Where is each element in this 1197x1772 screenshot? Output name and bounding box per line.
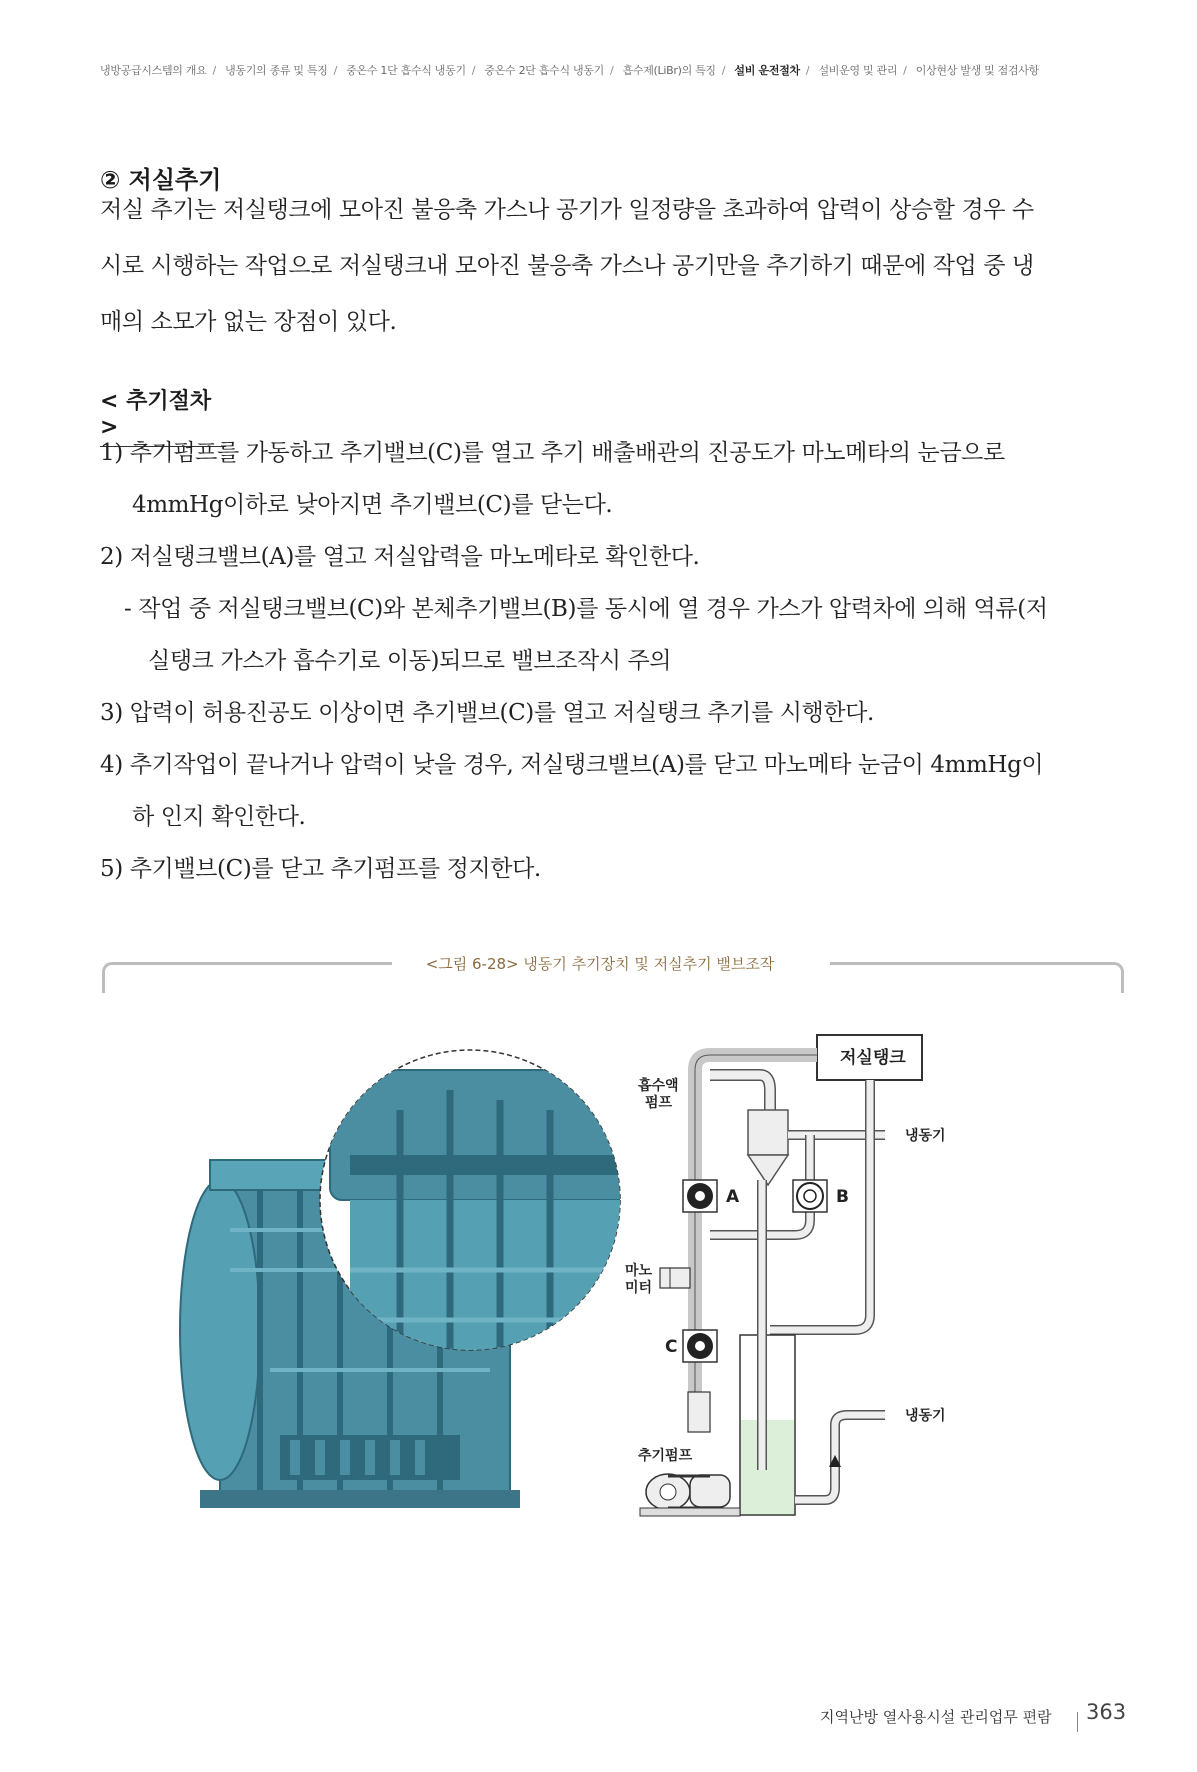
figure-caption: <그림 6-28> 냉동기 추기장치 및 저실추기 밸브조작	[425, 955, 775, 973]
purge-schematic	[625, 1035, 946, 1516]
step-line: 5) 추기밸브(C)를 닫고 추기펌프를 정지한다.	[100, 856, 541, 882]
intro-line: 매의 소모가 없는 장점이 있다.	[100, 309, 397, 335]
breadcrumb-item[interactable]: 이상현상 발생 및 점검사항	[915, 64, 1039, 77]
breadcrumb-item[interactable]: 흡수제(LiBr)의 특징	[622, 64, 716, 77]
purge-pump	[640, 1474, 740, 1516]
purge-system-figure	[150, 1030, 1100, 1630]
procedure-title: < 추기절차>	[100, 384, 226, 447]
manometer-label: 마노	[625, 1263, 653, 1279]
page-number: 363	[1086, 1700, 1127, 1724]
absorbent-pump-label: 흡수액	[638, 1078, 679, 1094]
step-note: - 작업 중 저실탱크밸브(C)와 본체추기밸브(B)를 동시에 열 경우 가스가 압력차에 의해 역류(저	[124, 596, 1048, 622]
chiller-label-bottom: 냉동기	[905, 1408, 946, 1424]
breadcrumb-item[interactable]: 중온수 2단 흡수식 냉동기	[484, 64, 604, 77]
valve-a-label: A	[726, 1187, 740, 1207]
footer-divider	[1077, 1712, 1078, 1732]
valve-b-label: B	[836, 1187, 849, 1207]
manometer	[660, 1268, 690, 1288]
breadcrumb-item[interactable]: 중온수 1단 흡수식 냉동기	[346, 64, 466, 77]
absorbent-pump-label: 펌프	[645, 1095, 673, 1111]
purge-pump-label: 추기펌프	[638, 1448, 693, 1464]
breadcrumb-item-active[interactable]: 설비 운전절차	[734, 64, 800, 77]
valve-b[interactable]	[793, 1180, 827, 1212]
procedure-steps	[100, 427, 1120, 895]
valve-c-label: C	[665, 1337, 678, 1357]
step-note: 실탱크 가스가 흡수기로 이동)되므로 밸브조작시 주의	[148, 648, 672, 674]
valve-c[interactable]	[683, 1330, 717, 1362]
footer-title: 지역난방 열사용시설 관리업무 편람	[820, 1708, 1052, 1726]
intro-line: 시로 시행하는 작업으로 저실탱크내 모아진 불응축 가스나 공기만을 추기하기 때문에 작업 중 냉	[100, 253, 1034, 279]
breadcrumb-item[interactable]: 설비운영 및 관리	[818, 64, 898, 77]
step-line: 4) 추기작업이 끝나거나 압력이 낮을 경우, 저실탱크밸브(A)를 닫고 마노메타 눈금이 4mmHg이	[100, 752, 1044, 778]
breadcrumb: 냉방공급시스템의 개요 / 냉동기의 종류 및 특징 / 중온수 1단 흡수식 냉동기 / 중온수 2단 흡수식 냉동기 / 흡수제(LiBr)의 특징 / 설비 운전절차 / 설비운영 및 관리 / 이상현상 발생 및 점검사항	[100, 64, 1039, 77]
chiller-label-top: 냉동기	[905, 1128, 946, 1144]
step-line: 1) 추기펌프를 가동하고 추기밸브(C)를 열고 추기 배출배관의 진공도가 마노메타의 눈금으로	[100, 440, 1005, 466]
breadcrumb-item[interactable]: 냉동기의 종류 및 특징	[225, 64, 328, 77]
step-line: 2) 저실탱크밸브(A)를 열고 저실압력을 마노메타로 확인한다.	[100, 544, 700, 570]
intro-paragraph	[100, 182, 1120, 350]
tank-label: 저실탱크	[840, 1048, 906, 1068]
intro-line: 저실 추기는 저실탱크에 모아진 불응축 가스나 공기가 일정량을 초과하여 압력이 상승할 경우 수	[100, 197, 1034, 223]
step-line: 4mmHg이하로 낮아지면 추기밸브(C)를 닫는다.	[132, 492, 613, 518]
step-line: 하 인지 확인한다.	[132, 804, 306, 830]
valve-a[interactable]	[683, 1180, 717, 1212]
section-title: ② 저실추기	[100, 166, 222, 194]
breadcrumb-item[interactable]: 냉방공급시스템의 개요	[100, 64, 207, 77]
step-line: 3) 압력이 허용진공도 이상이면 추기밸브(C)를 열고 저실탱크 추기를 시행한다.	[100, 700, 874, 726]
manometer-label: 미터	[625, 1280, 653, 1296]
